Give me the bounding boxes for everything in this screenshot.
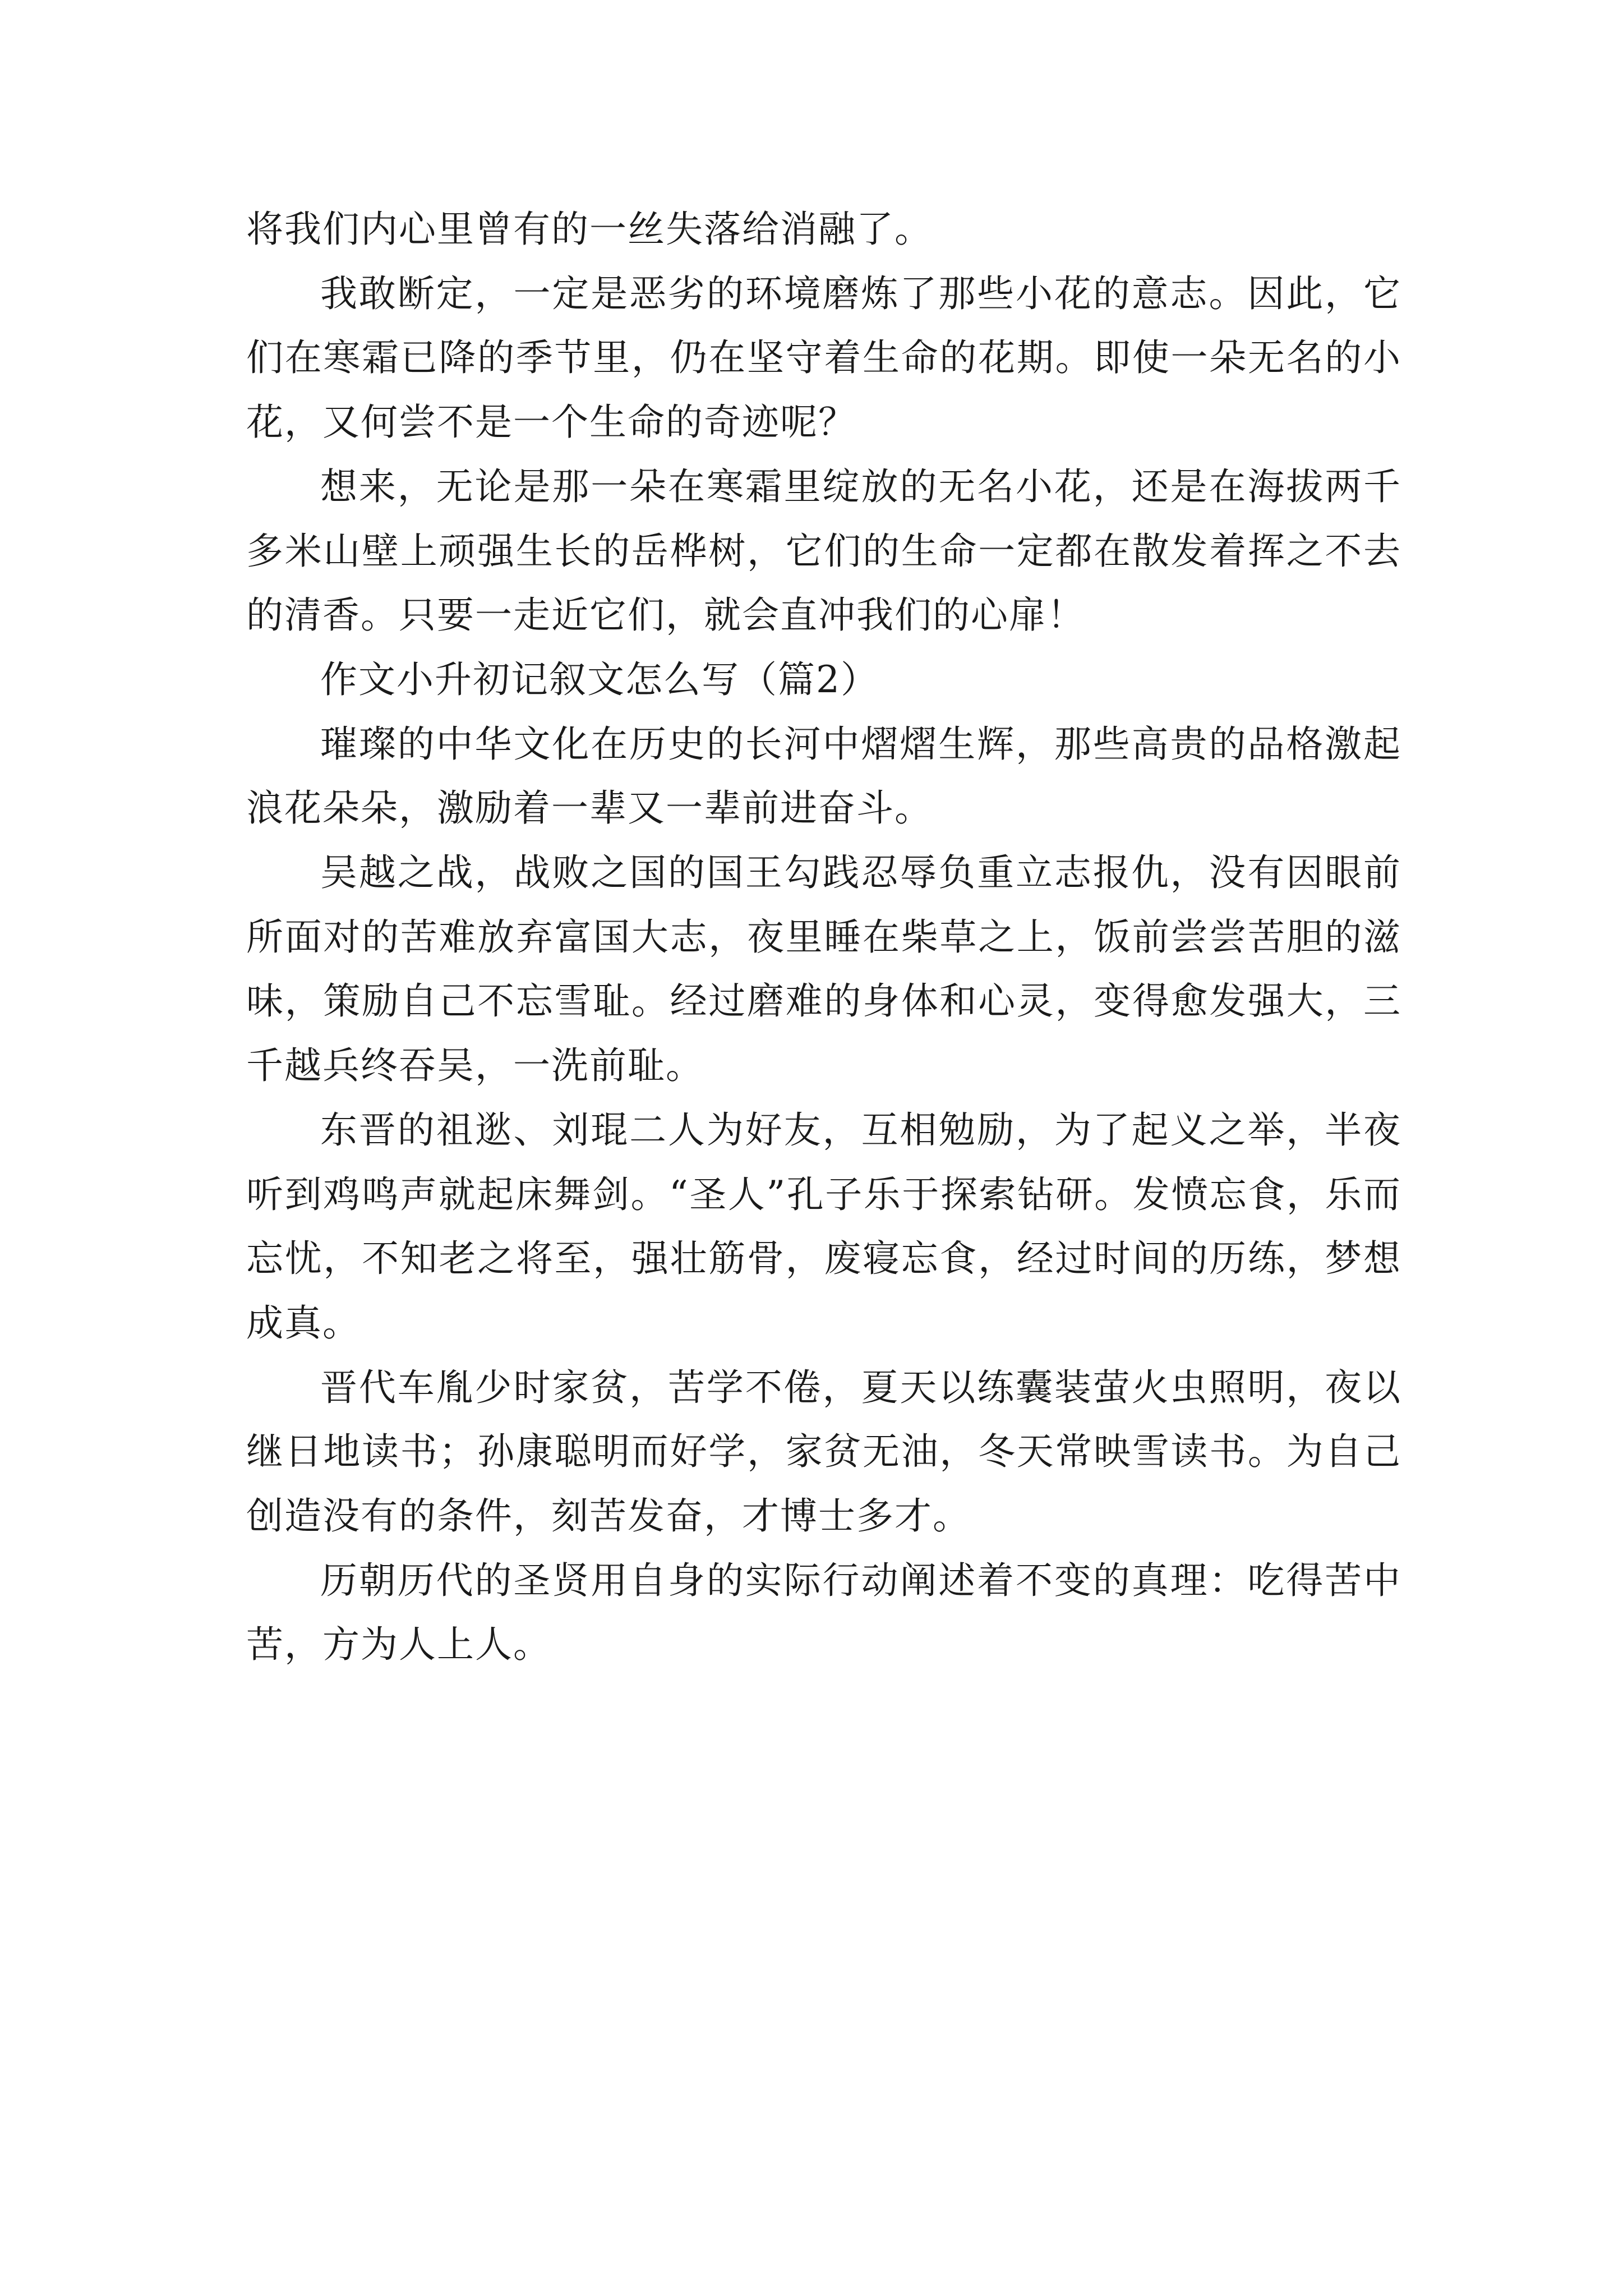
paragraph: 晋代车胤少时家贫，苦学不倦，夏天以练囊装萤火虫照明，夜以继日地读书；孙康聪明而好学，家贫无油，冬天常映雪读书。为自己创造没有的条件，刻苦发奋，才博士多才。 [246,1365,1401,1538]
paragraph: 想来，无论是那一朵在寒霜里绽放的无名小花，还是在海拔两千多米山壁上顽强生长的岳桦树，它们的生命一定都在散发着挥之不去的清香。只要一走近它们，就会直冲我们的心扉！ [246,464,1401,637]
document-body [246,197,1401,1677]
paragraph: 历朝历代的圣贤用自身的实际行动阐述着不变的真理：吃得苦中苦，方为人上人。 [246,1558,1401,1667]
paragraph: 我敢断定，一定是恶劣的环境磨炼了那些小花的意志。因此，它们在寒霜已降的季节里，仍在坚守着生命的花期。即使一朵无名的小花，又何尝不是一个生命的奇迹呢？ [246,272,1401,444]
section-heading: 作文小升初记叙文怎么写（篇2） [320,657,879,701]
paragraph: 吴越之战，战败之国的国王勾践忍辱负重立志报仇，没有因眼前所面对的苦难放弃富国大志，夜里睡在柴草之上，饭前尝尝苦胆的滋味，策励自己不忘雪耻。经过磨难的身体和心灵，变得愈发强大，三千越兵终吞吴，一洗前耻。 [246,851,1401,1088]
paragraph-continued: 将我们内心里曾有的一丝失落给消融了。 [246,208,933,251]
paragraph: 东晋的祖逖、刘琨二人为好友，互相勉励，为了起义之举，半夜听到鸡鸣声就起床舞剑。“圣人”孔子乐于探索钻研。发愤忘食，乐而忘忧，不知老之将至，强壮筋骨，废寝忘食，经过时间的历练，梦想成真。 [246,1108,1401,1345]
paragraph: 璀璨的中华文化在历史的长河中熠熠生辉，那些高贵的品格激起浪花朵朵，激励着一辈又一辈前进奋斗。 [246,722,1401,830]
